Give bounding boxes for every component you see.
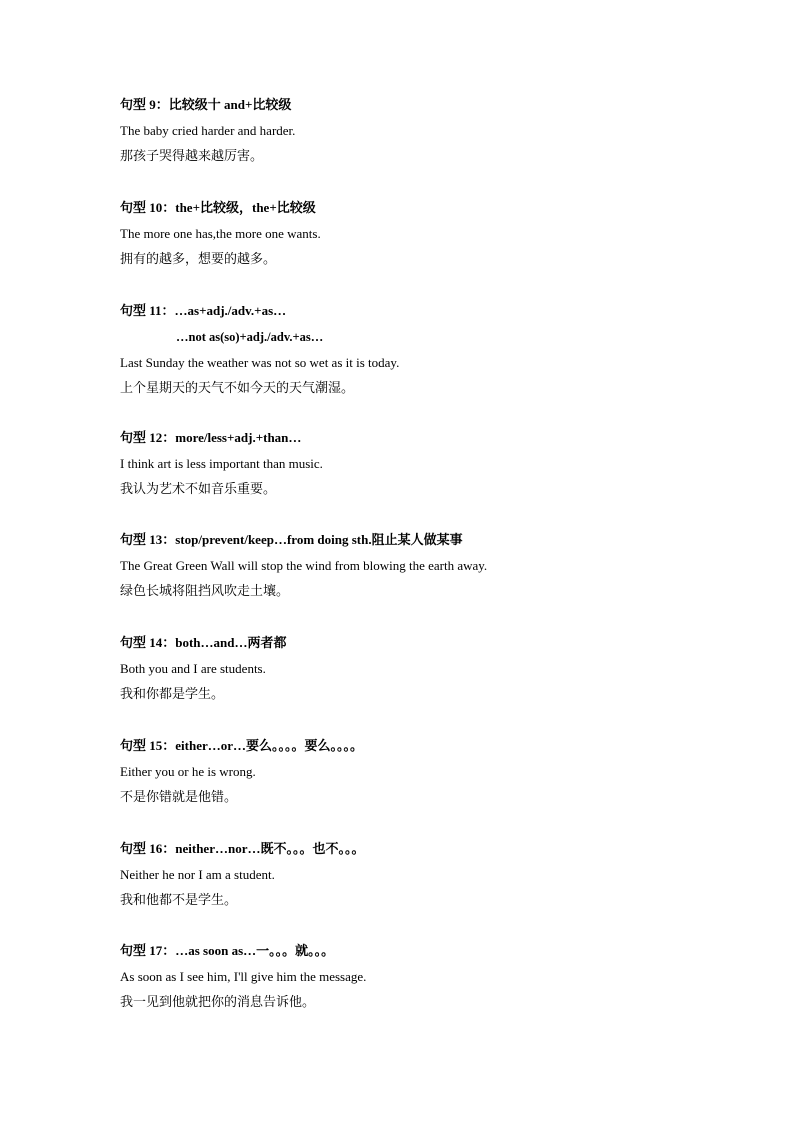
example-english: As soon as I see him, I'll give him the message. <box>120 969 367 984</box>
pattern-14 <box>120 635 720 703</box>
example-chinese: 我认为艺术不如音乐重要。 <box>120 482 277 497</box>
example-chinese: 我一见到他就把你的消息告诉他。 <box>120 995 316 1010</box>
pattern-subheading: …not as(so)+adj./adv.+as… <box>176 330 324 344</box>
example-english: The baby cried harder and harder. <box>120 123 296 138</box>
pattern-11 <box>120 303 720 397</box>
example-english: The more one has,the more one wants. <box>120 226 321 241</box>
pattern-13 <box>120 532 720 600</box>
example-english: Last Sunday the weather was not so wet as it is today. <box>120 355 400 370</box>
pattern-9 <box>120 97 720 165</box>
example-chinese: 拥有的越多，想要的越多。 <box>120 252 277 267</box>
example-english: I think art is less important than music. <box>120 456 323 471</box>
example-chinese: 绿色长城将阻挡风吹走土壤。 <box>120 584 290 599</box>
pattern-heading: 句型 15：either…or…要么。。。。要么。。。。 <box>120 738 364 753</box>
pattern-heading: 句型 11：…as+adj./adv.+as… <box>120 303 287 318</box>
pattern-10 <box>120 200 720 268</box>
pattern-15 <box>120 738 720 806</box>
pattern-heading: 句型 16：neither…nor…既不。。。也不。。。 <box>120 841 365 856</box>
example-english: Either you or he is wrong. <box>120 764 256 779</box>
example-chinese: 上个星期天的天气不如今天的天气潮湿。 <box>120 381 355 396</box>
pattern-16 <box>120 841 720 909</box>
pattern-heading: 句型 12：more/less+adj.+than… <box>120 430 302 445</box>
example-english: Neither he nor I am a student. <box>120 867 275 882</box>
example-english: Both you and I are students. <box>120 661 266 676</box>
pattern-12 <box>120 430 720 498</box>
pattern-heading: 句型 10：the+比较级，the+比较级 <box>120 200 316 215</box>
pattern-17 <box>120 943 720 1011</box>
example-english: The Great Green Wall will stop the wind from blowing the earth away. <box>120 558 488 573</box>
example-chinese: 不是你错就是他错。 <box>120 790 238 805</box>
pattern-heading: 句型 9：比较级十 and+比较级 <box>120 97 292 112</box>
pattern-heading: 句型 13：stop/prevent/keep…from doing sth.阻止某人做某事 <box>120 532 463 547</box>
pattern-heading: 句型 17：…as soon as…一。。。就。。。 <box>120 943 335 958</box>
pattern-heading: 句型 14：both…and…两者都 <box>120 635 287 650</box>
example-chinese: 我和他都不是学生。 <box>120 893 238 908</box>
example-chinese: 那孩子哭得越来越厉害。 <box>120 149 264 164</box>
example-chinese: 我和你都是学生。 <box>120 687 225 702</box>
